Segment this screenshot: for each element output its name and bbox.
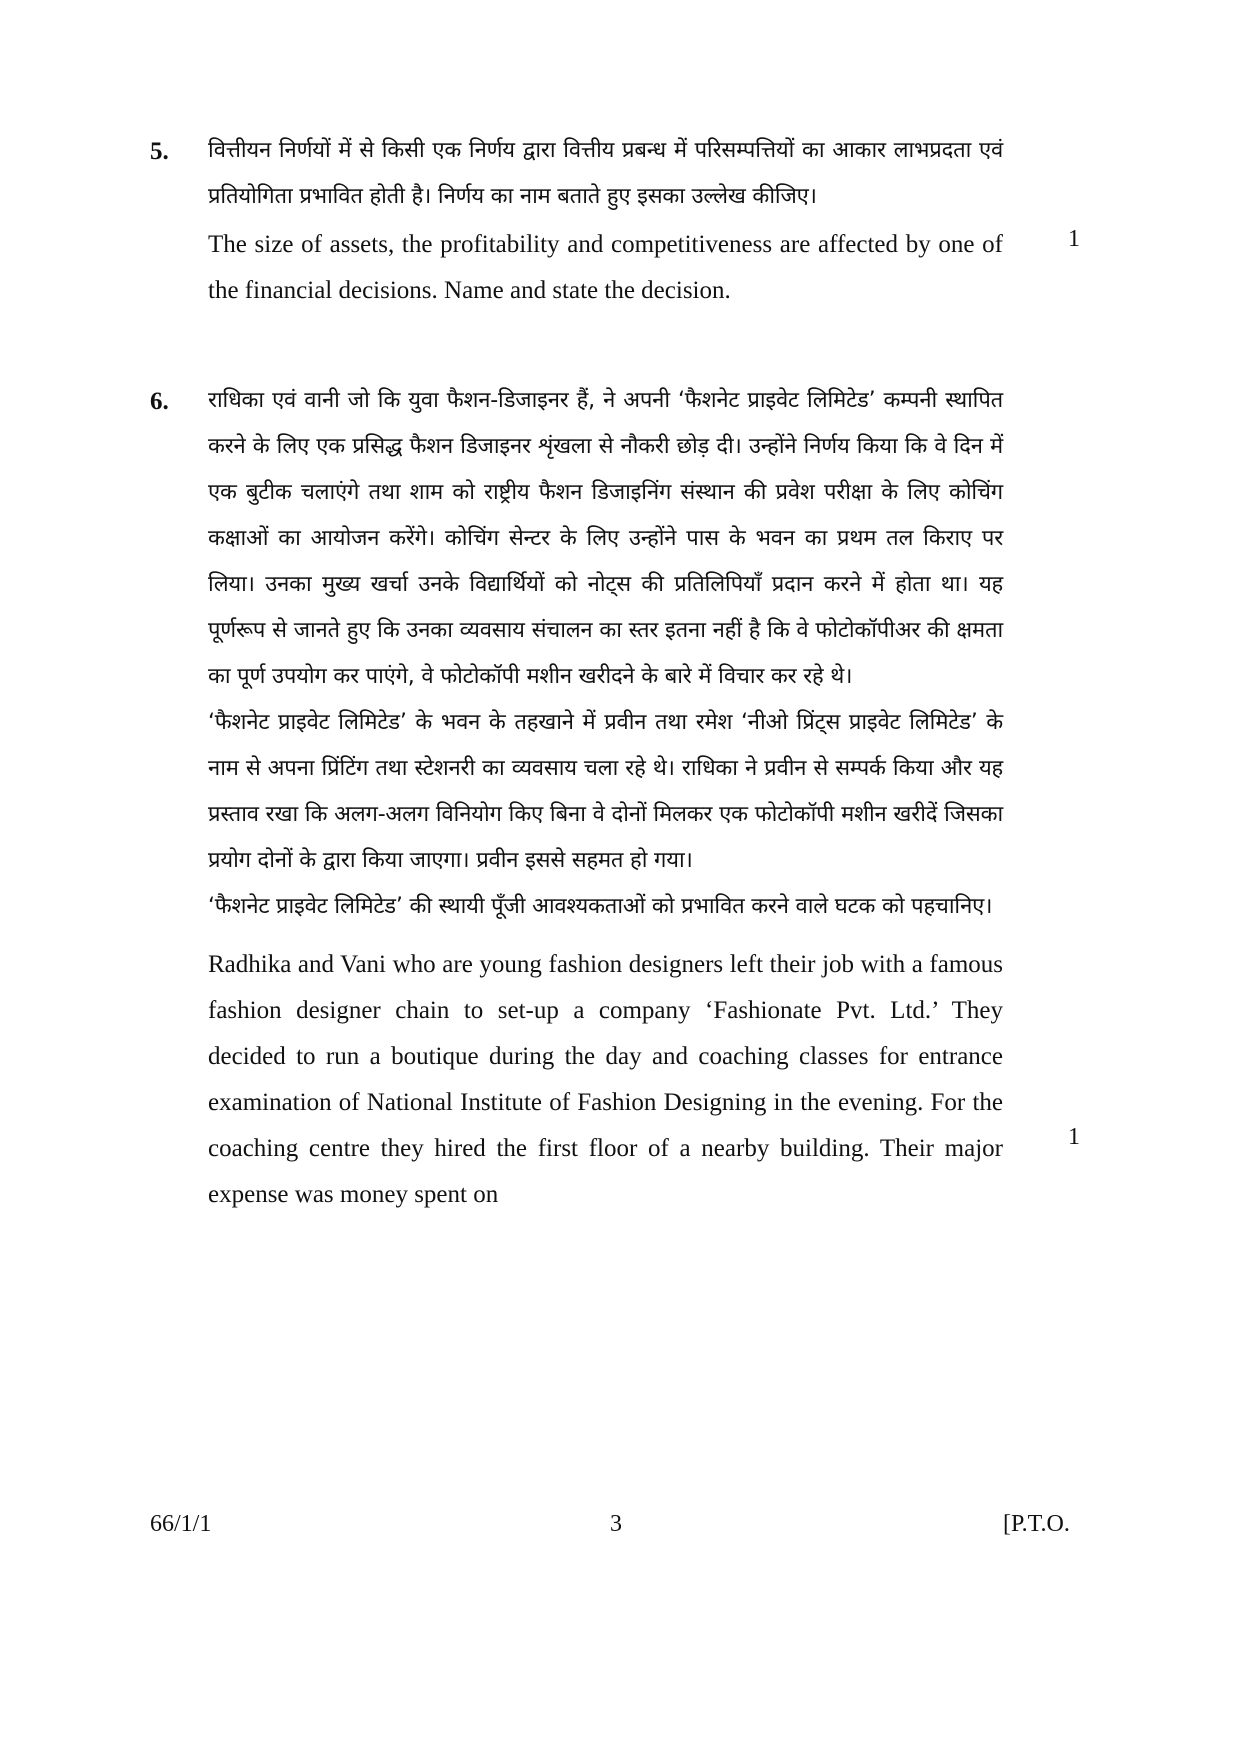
question-text-hindi: राधिका एवं वानी जो कि युवा फैशन-डिजाइनर हैं, ने अपनी ‘फैशनेट प्राइवेट लिमिटेड’ कम्पनी स्थापित करने के लिए एक प्रसिद्ध फैशन डिजाइनर शृंखला से नौकरी छोड़ दी। उन्होंने निर्णय किया कि वे दिन में एक बुटीक चलाएंगे तथा शाम को राष्ट्रीय फैशन डिजाइनिंग संस्थान की प्रवेश परीक्षा के लिए कोचिंग कक्षाओं का आयोजन करेंगे। कोचिंग सेन्टर के लिए उन्होंने पास के भवन का प्रथम तल किराए पर लिया। उनका मुख्य खर्चा उनके विद्यार्थियों को नोट्स की प्रतिलिपियाँ प्रदान करने में होता था। यह पूर्णरूप से जानते हुए कि उनका व्यवसाय संचालन का स्तर इतना नहीं है कि वे फोटोकॉपीअर की क्षमता का पूर्ण उपयोग कर पाएंगे, वे फोटोकॉपी मशीन खरीदने के बारे में विचार कर रहे थे। <box>208 388 1003 689</box>
marks-label: 1 <box>1068 1124 1080 1150</box>
question-text-english: Radhika and Vani who are young fashion designers left their job with a famous fashion designer chain to set-up a company ‘Fashionate Pvt. Ltd.’ They decided to run a boutique during the day and coaching classes for entrance examination of National Institute of Fashion Designing in the evening. For the coaching centre they hired the first floor of a nearby building. Their major expense was money spent on <box>208 951 1003 1208</box>
question-number: 5. <box>150 138 169 165</box>
question-body <box>208 378 1003 1218</box>
question-body <box>208 128 1003 314</box>
marks-label: 1 <box>1068 226 1080 252</box>
question-text-hindi: वित्तीयन निर्णयों में से किसी एक निर्णय द्वारा वित्तीय प्रबन्ध में परिसम्पत्तियों का आकार लाभप्रदता एवं प्रतियोगिता प्रभावित होती है। निर्णय का नाम बताते हुए इसका उल्लेख कीजिए। <box>208 138 1003 209</box>
please-turn-over: [P.T.O. <box>1003 1511 1070 1537</box>
question-text-hindi: ‘फैशनेट प्राइवेट लिमिटेड’ के भवन के तहखाने में प्रवीन तथा रमेश ‘नीओ प्रिंट्स प्राइवेट लिमिटेड’ के नाम से अपना प्रिंटिंग तथा स्टेशनरी का व्यवसाय चला रहे थे। राधिका ने प्रवीन से सम्पर्क किया और यह प्रस्ताव रखा कि अलग-अलग विनियोग किए बिना वे दोनों मिलकर एक फोटोकॉपी मशीन खरीदें जिसका प्रयोग दोनों के द्वारा किया जाएगा। प्रवीन इससे सहमत हो गया। <box>208 710 1003 873</box>
question-text-hindi: ‘फैशनेट प्राइवेट लिमिटेड’ की स्थायी पूँजी आवश्यकताओं को प्रभावित करने वाले घटक को पहचानिए। <box>208 894 993 919</box>
page-number: 3 <box>610 1511 622 1537</box>
question-text-english: The size of assets, the profitability and competitiveness are affected by one of the financial decisions. Name and state the decision. <box>208 231 1003 304</box>
question-number: 6. <box>150 388 169 415</box>
paper-code: 66/1/1 <box>150 1511 212 1537</box>
